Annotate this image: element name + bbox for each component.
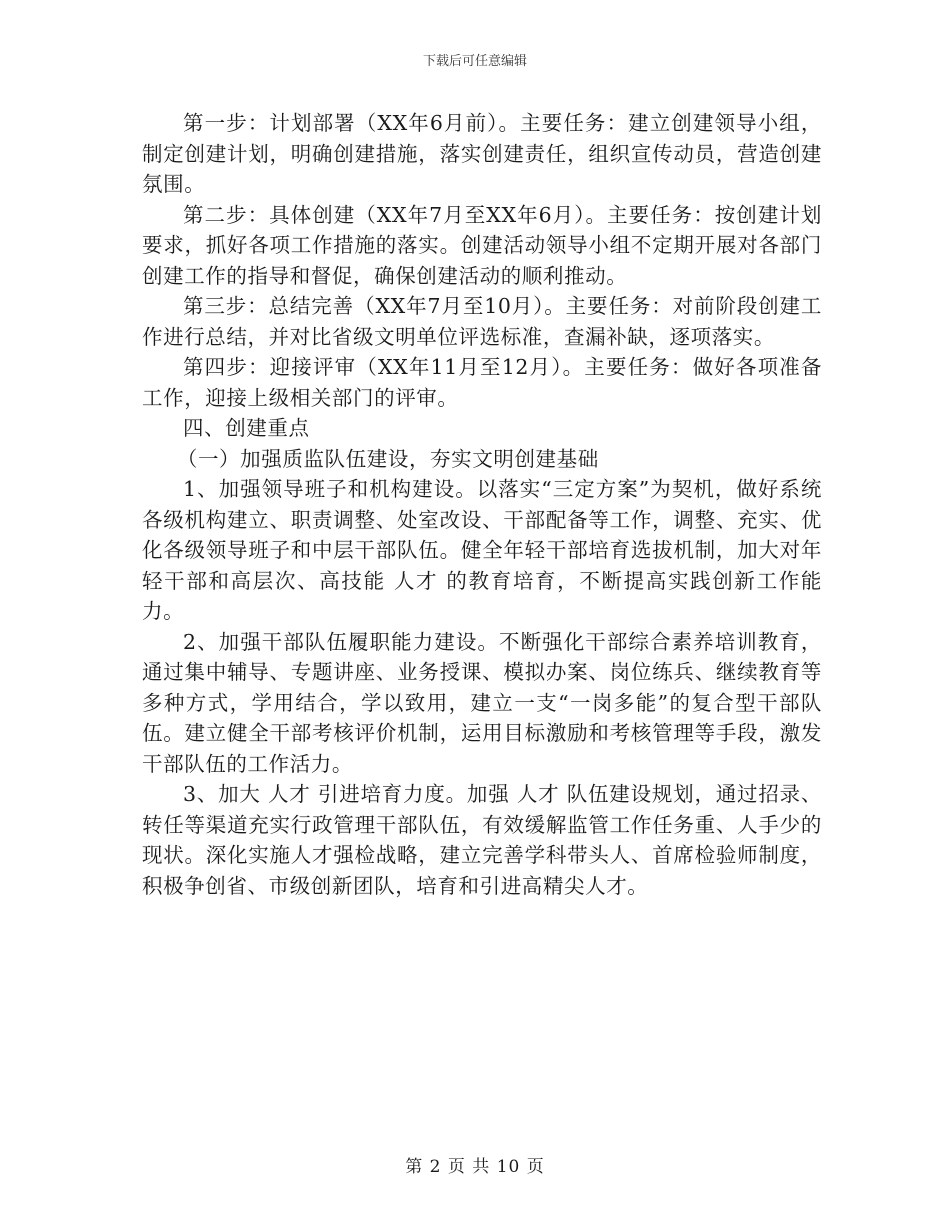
- paragraph-item-3: 3、加大 人才 引进培育力度。加强 人才 队伍建设规划，通过招录、转任等渠道充实行政管理干部队伍，有效缓解监管工作任务重、人手少的现状。深化实施人才强检战略，建立完善学科带头人、首席检验师制度，积极争创省、市级创新团队，培育和引进高精尖人才。: [142, 782, 822, 898]
- page-number-footer: 第 2 页 共 10 页: [405, 1157, 545, 1177]
- section-heading: 四、创建重点: [183, 416, 310, 440]
- paragraph-item-2: 2、加强干部队伍履职能力建设。不断强化干部综合素养培训教育，通过集中辅导、专题讲座、业务授课、模拟办案、岗位练兵、继续教育等多种方式，学用结合，学以致用，建立一支“一岗多能”的复合型干部队伍。建立健全干部考核评价机制，运用目标激励和考核管理等手段，激发干部队伍的工作活力。: [142, 629, 822, 776]
- header-note: 下载后可任意编辑: [422, 54, 527, 69]
- document-body: [142, 108, 822, 901]
- paragraph-step-2: 第二步：具体创建（XX年7月至XX年6月）。主要任务：按创建计划要求，抓好各项工作措施的落实。创建活动领导小组不定期开展对各部门创建工作的指导和督促，确保创建活动的顺利推动。: [142, 202, 822, 288]
- paragraph-step-1: 第一步：计划部署（XX年6月前）。主要任务：建立创建领导小组，制定创建计划，明确创建措施，落实创建责任，组织宣传动员，营造创建氛围。: [142, 111, 822, 196]
- paragraph-step-4: 第四步：迎接评审（XX年11月至12月）。主要任务：做好各项准备工作，迎接上级相关部门的评审。: [142, 355, 822, 410]
- subsection-heading: （一）加强质监队伍建设，夯实文明创建基础: [176, 446, 599, 471]
- paragraph-item-1: 1、加强领导班子和机构建设。以落实“三定方案”为契机，做好系统各级机构建立、职责调整、处室改设、干部配备等工作，调整、充实、优化各级领导班子和中层干部队伍。健全年轻干部培育选拔机制，加大对年轻干部和高层次、高技能 人才 的教育培育，不断提高实践创新工作能力。: [142, 477, 822, 623]
- paragraph-step-3: 第三步：总结完善（XX年7月至10月）。主要任务：对前阶段创建工作进行总结，并对比省级文明单位评选标准，查漏补缺，逐项落实。: [142, 294, 822, 349]
